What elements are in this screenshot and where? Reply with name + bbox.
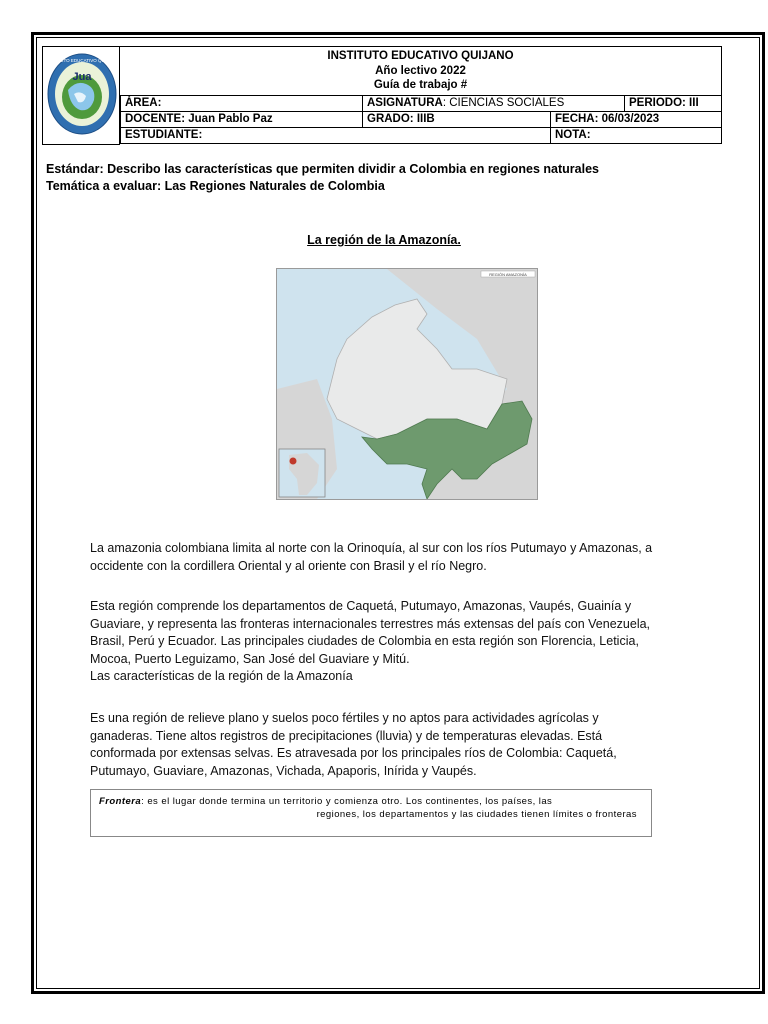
paragraph-line: occidente con la cordillera Oriental y al oriente con Brasil y el río Negro. [90,558,487,573]
paragraph-line: Es una región de relieve plano y suelos poco fértiles y no aptos para actividades agrícolas y [90,711,599,725]
date-cell: FECHA: 06/03/2023 [551,112,722,128]
paragraph-line: Las características de la región de la Amazonía [90,669,353,684]
paragraph-line: Brasil, Perú y Ecuador. Las principales ciudades de Colombia en esta región son Florencia, Leticia, [90,634,639,649]
paragraph-line: Putumayo, Guaviare, Amazonas, Vichada, Apaporis, Inírida y Vaupés. [90,763,477,778]
subject-cell [363,96,625,112]
header-table [42,46,722,146]
map-inset-colombia-marker [290,458,297,465]
school-logo [46,50,118,142]
header-row-student [120,128,722,144]
glossary-term: Frontera [99,796,142,807]
logo-cell [42,46,120,145]
standard-text: Estándar: Describo las características que permiten dividir a Colombia en regiones naturales [46,162,599,176]
logo-ring-text: INSTITUTO EDUCATIVO QUIJANO [46,58,118,63]
teacher-cell: DOCENTE: Juan Pablo Paz [120,112,363,128]
guide-number: Guía de trabajo # [373,79,468,91]
paragraph-line: ganaderas. Tiene altos registros de precipitaciones (lluvia) y de temperaturas elevadas. Está [90,728,603,743]
glossary-box [90,789,652,837]
paragraph-line: La amazonia colombiana limita al norte con la Orinoquía, al sur con los ríos Putumayo y Amazonas, a [90,541,653,555]
glossary-definition-line2: regiones, los departamentos y las ciudades tienen límites o fronteras [316,808,637,820]
paragraph-line: Mocoa, Puerto Leguizamo, San José del Guaviare y Mitú. [90,651,410,666]
paragraph-borders [90,540,730,575]
school-year: Año lectivo 2022 [375,64,466,77]
area-cell: ÁREA: [120,96,363,112]
colombia-map-graphic [277,269,537,499]
header-row-area [120,96,722,112]
institution-title-cell [120,46,722,96]
paragraph-line: Guaviare, y representa las fronteras internacionales terrestres más extensas del país con Venezuela, [90,616,651,631]
section-title: La región de la Amazonía. [307,233,461,247]
paragraph-characteristics [90,710,730,780]
paragraph-line: Esta región comprende los departamentos de Caquetá, Putumayo, Amazonas, Vaupés, Guainía y [90,599,632,613]
standard-block [46,161,599,195]
grade-cell: GRADO: IIIB [363,112,551,128]
logo-text: Jua [72,71,92,83]
paragraph-line: conformada por extensas selvas. Es atravesada por los principales ríos de Colombia: Caquetá, [90,746,617,761]
amazon-region-map [276,268,538,500]
subject-value: : CIENCIAS SOCIALES [442,97,565,109]
topic-text: Temática a evaluar: Las Regiones Naturales de Colombia [46,179,385,193]
paragraph-departments [90,598,730,686]
glossary-definition-line1: : es el lugar donde termina un territorio y comienza otro. Los continentes, los países, las [141,796,553,807]
map-label: REGIÓN AMAZONÍA [489,272,527,277]
subject-label: ASIGNATURA [367,97,443,109]
institution-name: INSTITUTO EDUCATIVO QUIJANO [327,50,514,62]
grade-note-cell: NOTA: [551,128,722,144]
period-cell: PERIODO: III [625,96,722,112]
student-cell: ESTUDIANTE: [120,128,551,144]
header-row-teacher [120,112,722,128]
